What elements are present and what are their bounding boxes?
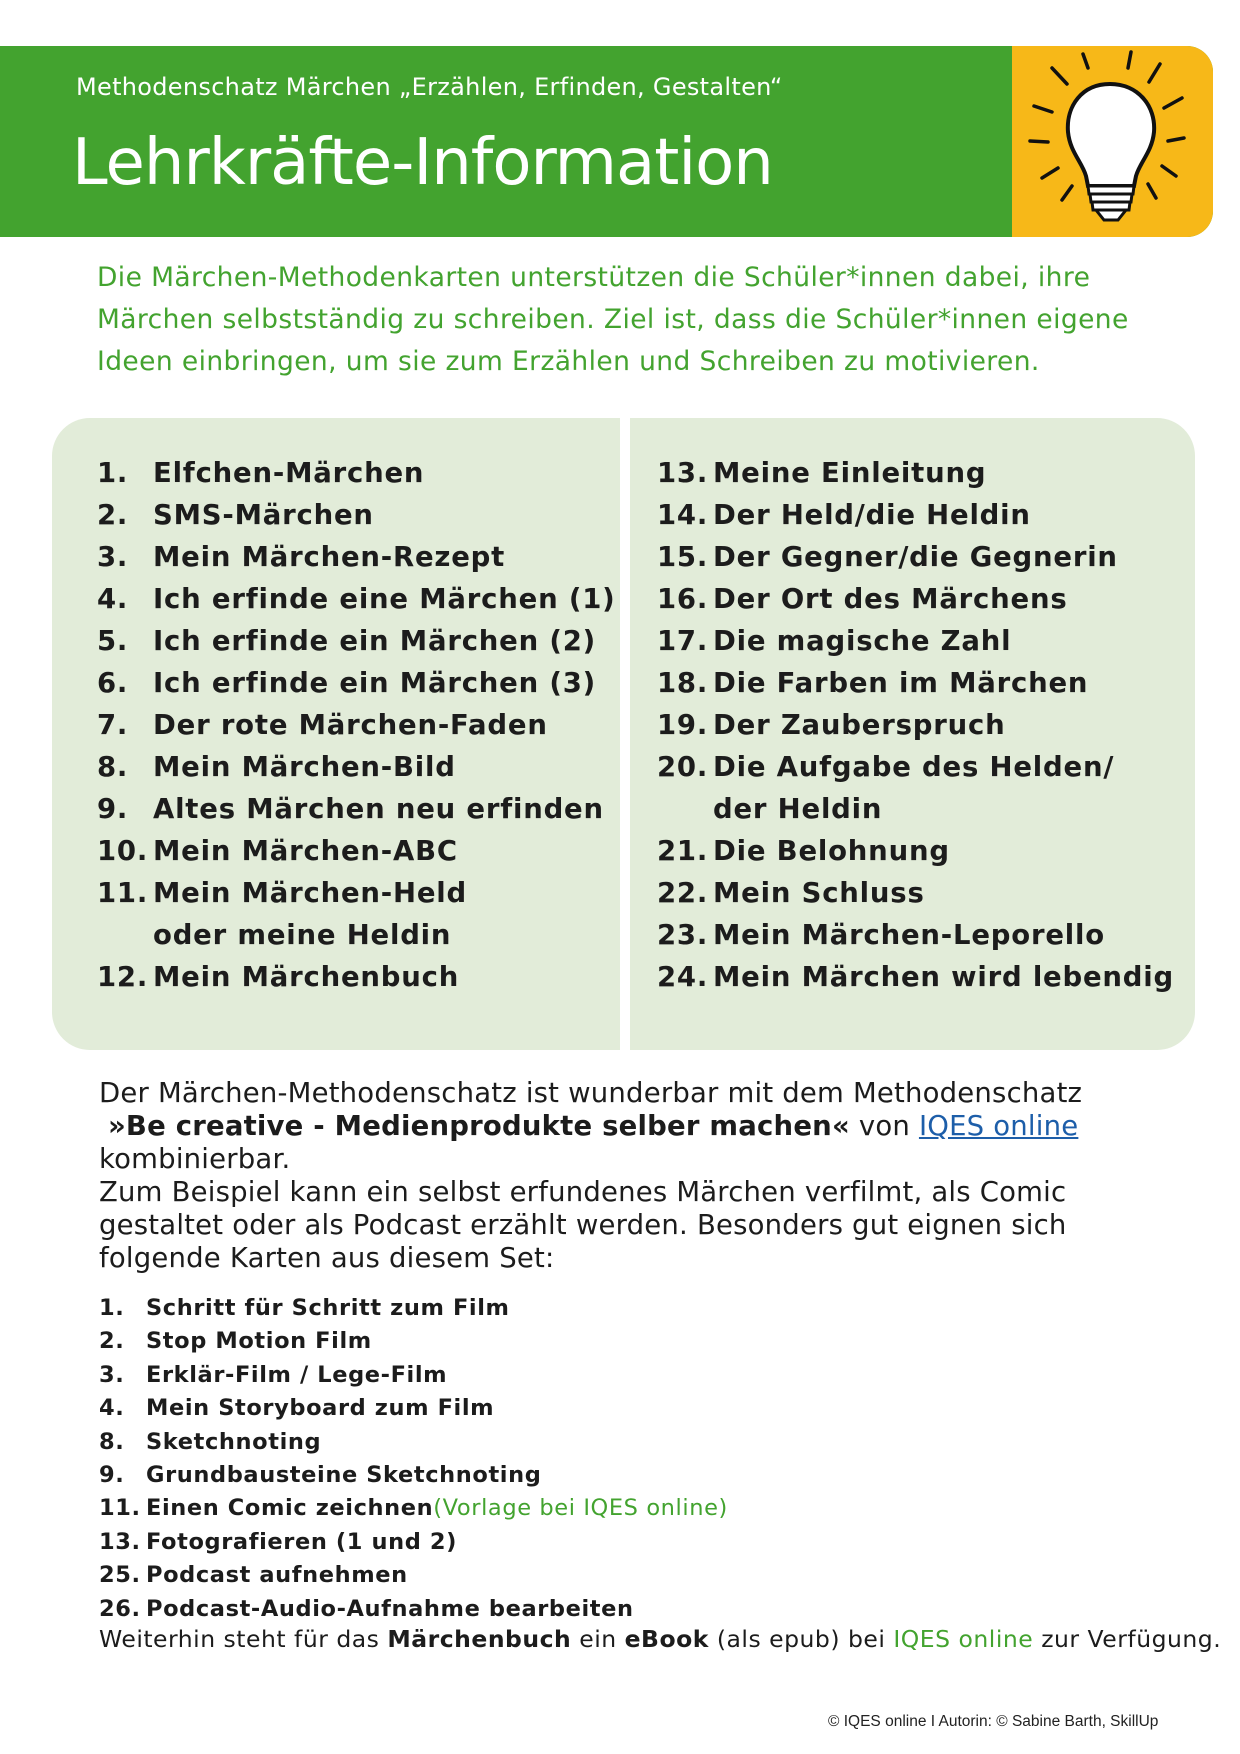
- item-label: Der Gegner/die Gegnerin: [713, 541, 1118, 573]
- item-label: Die Aufgabe des Helden/: [713, 751, 1115, 783]
- item-number: 2.: [99, 1328, 125, 1355]
- item-number: 9.: [99, 1462, 125, 1489]
- list-item: [657, 494, 1174, 536]
- list-item: [99, 1359, 728, 1392]
- item-number: 2.: [97, 499, 129, 531]
- item-label: Einen Comic zeichnen: [146, 1495, 434, 1522]
- card-list-right: [657, 452, 1174, 998]
- item-label: Mein Storyboard zum Film: [146, 1395, 495, 1422]
- list-item: [97, 830, 616, 872]
- item-number: 3.: [97, 541, 129, 573]
- item-number: 8.: [99, 1428, 125, 1455]
- closing-text: zur Verfügung.: [1033, 1625, 1222, 1653]
- page-title: Lehrkräfte-Information: [72, 126, 773, 200]
- template-note: (Vorlage bei IQES online): [433, 1495, 728, 1522]
- item-label: Der Held/die Heldin: [713, 499, 1031, 531]
- header-banner: [0, 46, 1213, 237]
- combination-text: [99, 1077, 1199, 1275]
- maerchenbuch-term: Märchenbuch: [387, 1625, 572, 1653]
- list-item: [657, 830, 1174, 872]
- item-label: Mein Märchenbuch: [153, 961, 460, 993]
- item-number: 17.: [657, 625, 709, 657]
- list-item: [97, 746, 616, 788]
- item-label: Der Ort des Märchens: [713, 583, 1068, 615]
- item-number: 19.: [657, 709, 709, 741]
- list-item: [99, 1325, 728, 1358]
- list-item: [97, 956, 616, 998]
- iqes-online-link[interactable]: IQES online: [918, 1110, 1079, 1142]
- item-number: 26.: [99, 1595, 141, 1622]
- item-label: Elfchen-Märchen: [153, 457, 425, 489]
- card-list-left: [97, 452, 616, 998]
- item-label: Ich erfinde ein Märchen (2): [153, 625, 597, 657]
- item-label: Mein Schluss: [713, 877, 925, 909]
- item-number: 1.: [99, 1295, 125, 1321]
- item-label: Mein Märchen-Held: [153, 877, 467, 909]
- closing-text: ein: [571, 1625, 625, 1653]
- list-item: [99, 1526, 728, 1559]
- copyright-footer: © IQES online I Autorin: © Sabine Barth, SkillUp: [828, 1713, 1159, 1730]
- item-label: Erklär-Film / Lege-Film: [146, 1361, 448, 1388]
- item-number: 14.: [657, 499, 709, 531]
- item-label: Grundbausteine Sketchnoting: [146, 1462, 542, 1489]
- item-number: 8.: [97, 751, 129, 783]
- combination-line: [99, 1110, 1199, 1143]
- list-item: [97, 662, 616, 704]
- item-number: [657, 788, 713, 830]
- list-item: [657, 788, 1174, 830]
- item-label: Podcast-Audio-Aufnahme bearbeiten: [146, 1595, 634, 1622]
- example-line: gestaltet oder als Podcast erzählt werden. Besonders gut eignen sich: [99, 1209, 1067, 1241]
- list-item: [657, 704, 1174, 746]
- item-label: Altes Märchen neu erfinden: [153, 793, 604, 825]
- lightbulb-panel: [1012, 46, 1213, 237]
- item-number: 12.: [97, 961, 149, 993]
- list-item: [97, 704, 616, 746]
- item-number: 22.: [657, 877, 709, 909]
- list-item: [99, 1593, 728, 1626]
- iqes-online-text: IQES online: [893, 1625, 1034, 1653]
- item-number: 25.: [99, 1562, 141, 1589]
- lightbulb-icon: [1012, 46, 1213, 237]
- item-label: Die Farben im Märchen: [713, 667, 1089, 699]
- item-number: 7.: [97, 709, 129, 741]
- item-number: 20.: [657, 751, 709, 783]
- list-item: [657, 620, 1174, 662]
- list-item: [99, 1292, 728, 1325]
- item-number: 13.: [99, 1528, 141, 1555]
- closing-text: Weiterhin steht für das: [99, 1625, 388, 1653]
- item-number: 11.: [97, 877, 149, 909]
- item-number: 13.: [657, 457, 709, 489]
- item-number: 16.: [657, 583, 709, 615]
- intro-line: Die Märchen-Methodenkarten unterstützen die Schüler*innen dabei, ihre: [97, 262, 1091, 293]
- list-item: [97, 578, 616, 620]
- item-label: Mein Märchen-Leporello: [713, 919, 1105, 951]
- list-item: [97, 494, 616, 536]
- intro-line: Ideen einbringen, um sie zum Erzählen und Schreiben zu motivieren.: [97, 346, 1040, 377]
- item-label: Der Zauberspruch: [713, 709, 1006, 741]
- list-item: [97, 452, 616, 494]
- item-number: 4.: [97, 583, 129, 615]
- item-label: der Heldin: [713, 793, 883, 825]
- list-item: [97, 914, 616, 956]
- list-item: [97, 788, 616, 830]
- series-subtitle: Methodenschatz Märchen „Erzählen, Erfinden, Gestalten“: [76, 73, 783, 101]
- item-label: oder meine Heldin: [153, 919, 452, 951]
- von-text: von: [849, 1110, 919, 1142]
- list-item: [99, 1426, 728, 1459]
- intro-text: [97, 257, 1187, 383]
- item-number: 5.: [97, 625, 129, 657]
- list-item: [657, 578, 1174, 620]
- closing-sentence: [99, 1625, 1221, 1653]
- item-number: 3.: [99, 1361, 125, 1388]
- item-number: 23.: [657, 919, 709, 951]
- intro-line: Märchen selbstständig zu schreiben. Ziel ist, dass die Schüler*innen eigene: [97, 304, 1129, 335]
- item-label: Mein Märchen-ABC: [153, 835, 458, 867]
- combination-line: kombinierbar.: [99, 1143, 291, 1175]
- item-label: SMS-Märchen: [153, 499, 374, 531]
- example-line: Zum Beispiel kann ein selbst erfundenes Märchen verfilmt, als Comic: [99, 1176, 1067, 1208]
- item-number: 6.: [97, 667, 129, 699]
- list-item: [657, 914, 1174, 956]
- list-item: [657, 536, 1174, 578]
- ebook-term: eBook: [624, 1625, 709, 1653]
- item-label: Die magische Zahl: [713, 625, 1012, 657]
- item-number: 10.: [97, 835, 149, 867]
- item-label: Stop Motion Film: [146, 1328, 372, 1355]
- item-number: 18.: [657, 667, 709, 699]
- list-item: [657, 956, 1174, 998]
- list-item: [657, 746, 1174, 788]
- list-item: [97, 620, 616, 662]
- creative-card-list: [99, 1292, 728, 1626]
- item-label: Meine Einleitung: [713, 457, 987, 489]
- item-label: Fotografieren (1 und 2): [146, 1528, 457, 1555]
- item-number: 21.: [657, 835, 709, 867]
- item-label: Mein Märchen wird lebendig: [713, 961, 1175, 993]
- item-number: 24.: [657, 961, 709, 993]
- list-item: [99, 1459, 728, 1492]
- item-label: Ich erfinde eine Märchen (1): [153, 583, 616, 615]
- list-item: [99, 1492, 728, 1525]
- list-item: [657, 662, 1174, 704]
- item-label: Ich erfinde ein Märchen (3): [153, 667, 597, 699]
- item-label: Schritt für Schritt zum Film: [146, 1295, 510, 1321]
- item-label: Mein Märchen-Bild: [153, 751, 456, 783]
- item-number: [97, 914, 153, 956]
- item-label: Mein Märchen-Rezept: [153, 541, 506, 573]
- item-number: 9.: [97, 793, 129, 825]
- list-item: [99, 1392, 728, 1425]
- list-item: [99, 1559, 728, 1592]
- item-label: Podcast aufnehmen: [146, 1562, 408, 1589]
- combination-line: Der Märchen-Methodenschatz ist wunderbar mit dem Methodenschatz: [99, 1077, 1083, 1109]
- list-item: [657, 872, 1174, 914]
- item-number: 11.: [99, 1495, 141, 1522]
- item-number: 15.: [657, 541, 709, 573]
- item-label: Der rote Märchen-Faden: [153, 709, 548, 741]
- item-number: 4.: [99, 1395, 125, 1422]
- example-line: folgende Karten aus diesem Set:: [99, 1242, 555, 1274]
- closing-text: (als epub) bei: [708, 1625, 894, 1653]
- item-label: Die Belohnung: [713, 835, 950, 867]
- item-label: Sketchnoting: [146, 1428, 322, 1455]
- item-number: 1.: [97, 457, 129, 489]
- list-item: [657, 452, 1174, 494]
- list-item: [97, 536, 616, 578]
- list-item: [97, 872, 616, 914]
- method-title: »Be creative - Medienprodukte selber machen«: [107, 1110, 850, 1142]
